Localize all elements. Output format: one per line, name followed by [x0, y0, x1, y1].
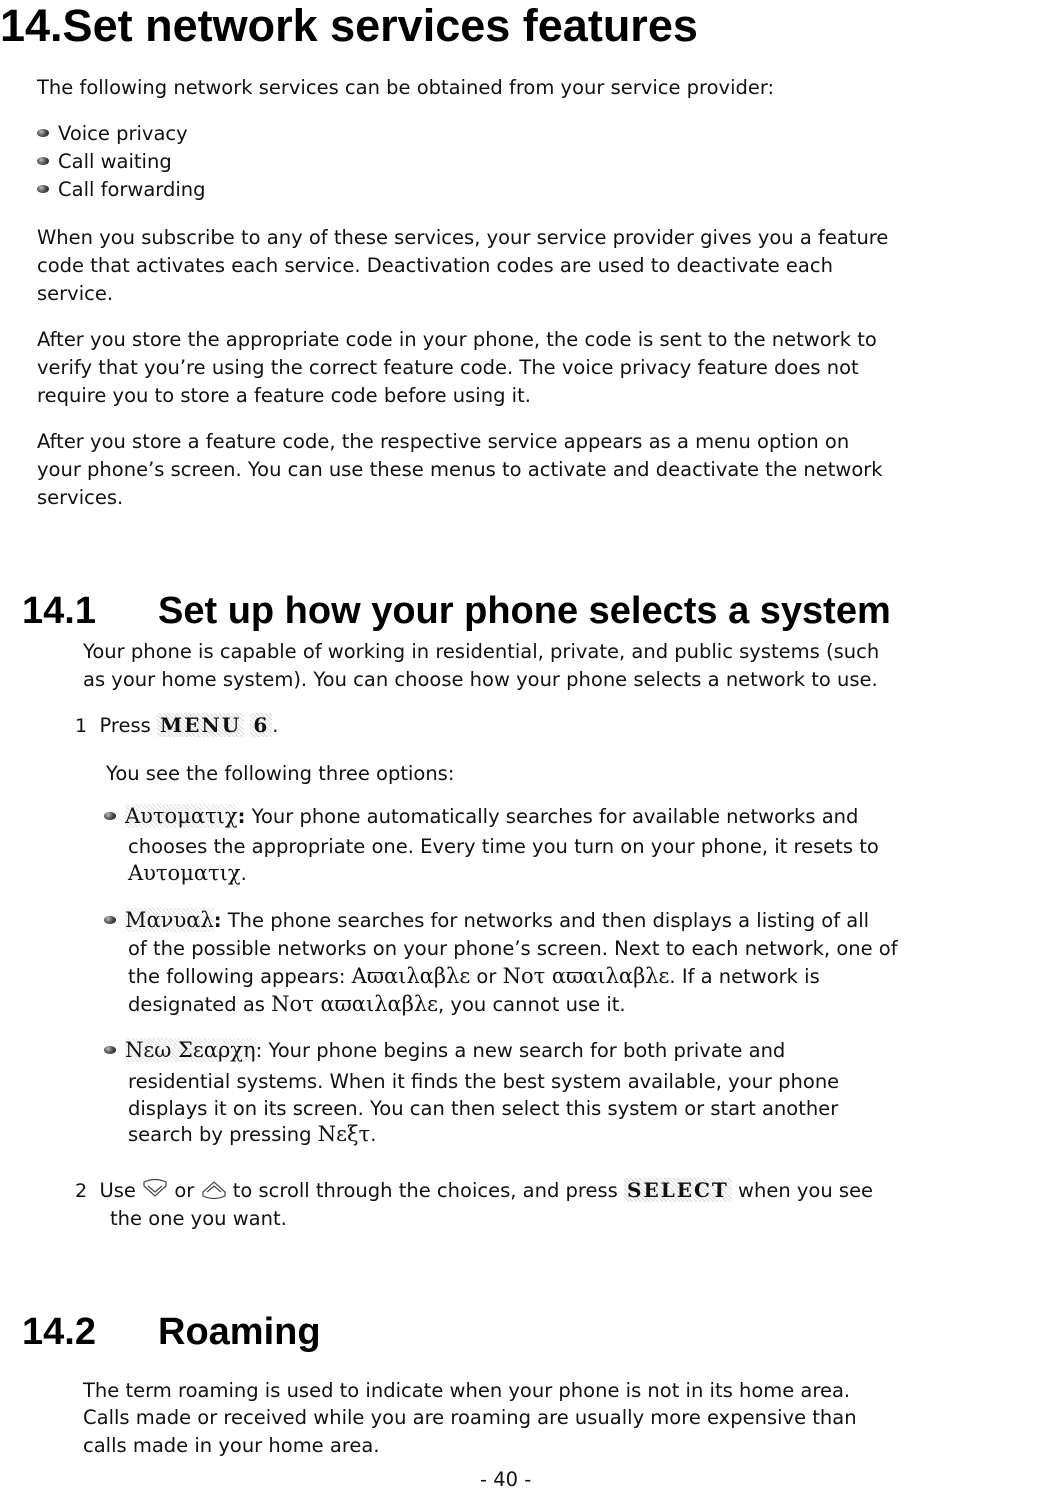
paragraph-line: Αυτοματιχ. [128, 861, 247, 885]
section-number: 14.2 [22, 1311, 96, 1353]
page-title: 14.Set network services features [0, 0, 698, 51]
list-item: Call forwarding [37, 176, 206, 204]
section-number: 14.1 [22, 590, 96, 632]
step-2: 2 Use or to scroll through the choices, and press SELECT when you see [75, 1178, 874, 1202]
option-new-search: Νεω Σεαρχη: Your phone begins a new search for both private and [104, 1036, 785, 1065]
list-item: Call waiting [37, 148, 172, 176]
intro-text: The following network services can be obtained from your service provider: [37, 76, 775, 99]
options-intro: You see the following three options: [106, 762, 455, 785]
paragraph-line: displays it on its screen. You can then select this system or start another [128, 1097, 839, 1120]
paragraph-line: of the possible networks on your phone’s screen. Next to each network, one of [128, 937, 898, 960]
paragraph-line: code that activates each service. Deactivation codes are used to deactivate each [37, 254, 833, 277]
bullet-icon [104, 812, 116, 820]
select-key: SELECT [624, 1178, 732, 1202]
paragraph-line: your phone’s screen. You can use these menus to activate and deactivate the network [37, 458, 883, 481]
section-title: Set up how your phone selects a system [158, 590, 891, 632]
paragraph-line: After you store a feature code, the respective service appears as a menu option on [37, 430, 850, 453]
list-item: Voice privacy [37, 120, 188, 148]
menu-key: MENU [157, 713, 244, 737]
paragraph-line: calls made in your home area. [83, 1434, 380, 1457]
paragraph-line: verify that you’re using the correct feature code. The voice privacy feature does not [37, 356, 859, 379]
paragraph-line: When you subscribe to any of these services, your service provider gives you a feature [37, 226, 889, 249]
bullet-icon [37, 157, 49, 165]
section-intro-line: Your phone is capable of working in residential, private, and public systems (such [83, 640, 880, 663]
bullet-icon [37, 129, 49, 137]
section-intro-line: as your home system). You can choose how your phone selects a network to use. [83, 668, 878, 691]
paragraph-line: Calls made or received while you are roaming are usually more expensive than [83, 1406, 857, 1429]
section-title: Roaming [158, 1311, 321, 1353]
paragraph-line: service. [37, 282, 114, 305]
option-manual: Μανυαλ: The phone searches for networks and then displays a listing of all [104, 906, 869, 935]
scroll-up-icon [201, 1178, 227, 1200]
paragraph-line: residential systems. When it finds the best system available, your phone [128, 1070, 840, 1093]
paragraph-line: designated as Νοτ αϖαιλαβλε, you cannot use it. [128, 992, 626, 1016]
page-number: - 40 - [480, 1468, 532, 1491]
paragraph-line: The term roaming is used to indicate when your phone is not in its home area. [83, 1379, 851, 1402]
paragraph-line: search by pressing Νεξτ. [128, 1122, 377, 1146]
step-1: 1 Press MENU 6 . [75, 713, 279, 737]
paragraph-line: require you to store a feature code before using it. [37, 384, 531, 407]
paragraph-line: services. [37, 486, 124, 509]
bullet-icon [37, 185, 49, 193]
paragraph-line: chooses the appropriate one. Every time you turn on your phone, it resets to [128, 835, 879, 858]
bullet-icon [104, 916, 116, 924]
paragraph-line: After you store the appropriate code in your phone, the code is sent to the network to [37, 328, 877, 351]
key-6: 6 [250, 713, 272, 737]
paragraph-line: the one you want. [110, 1207, 287, 1230]
scroll-down-icon [142, 1178, 168, 1200]
bullet-icon [104, 1046, 116, 1054]
option-automatic: Αυτοματιχ: Your phone automatically searches for available networks and [104, 802, 858, 831]
paragraph-line: the following appears: Αϖαιλαβλε or Νοτ αϖαιλαβλε. If a network is [128, 964, 820, 988]
